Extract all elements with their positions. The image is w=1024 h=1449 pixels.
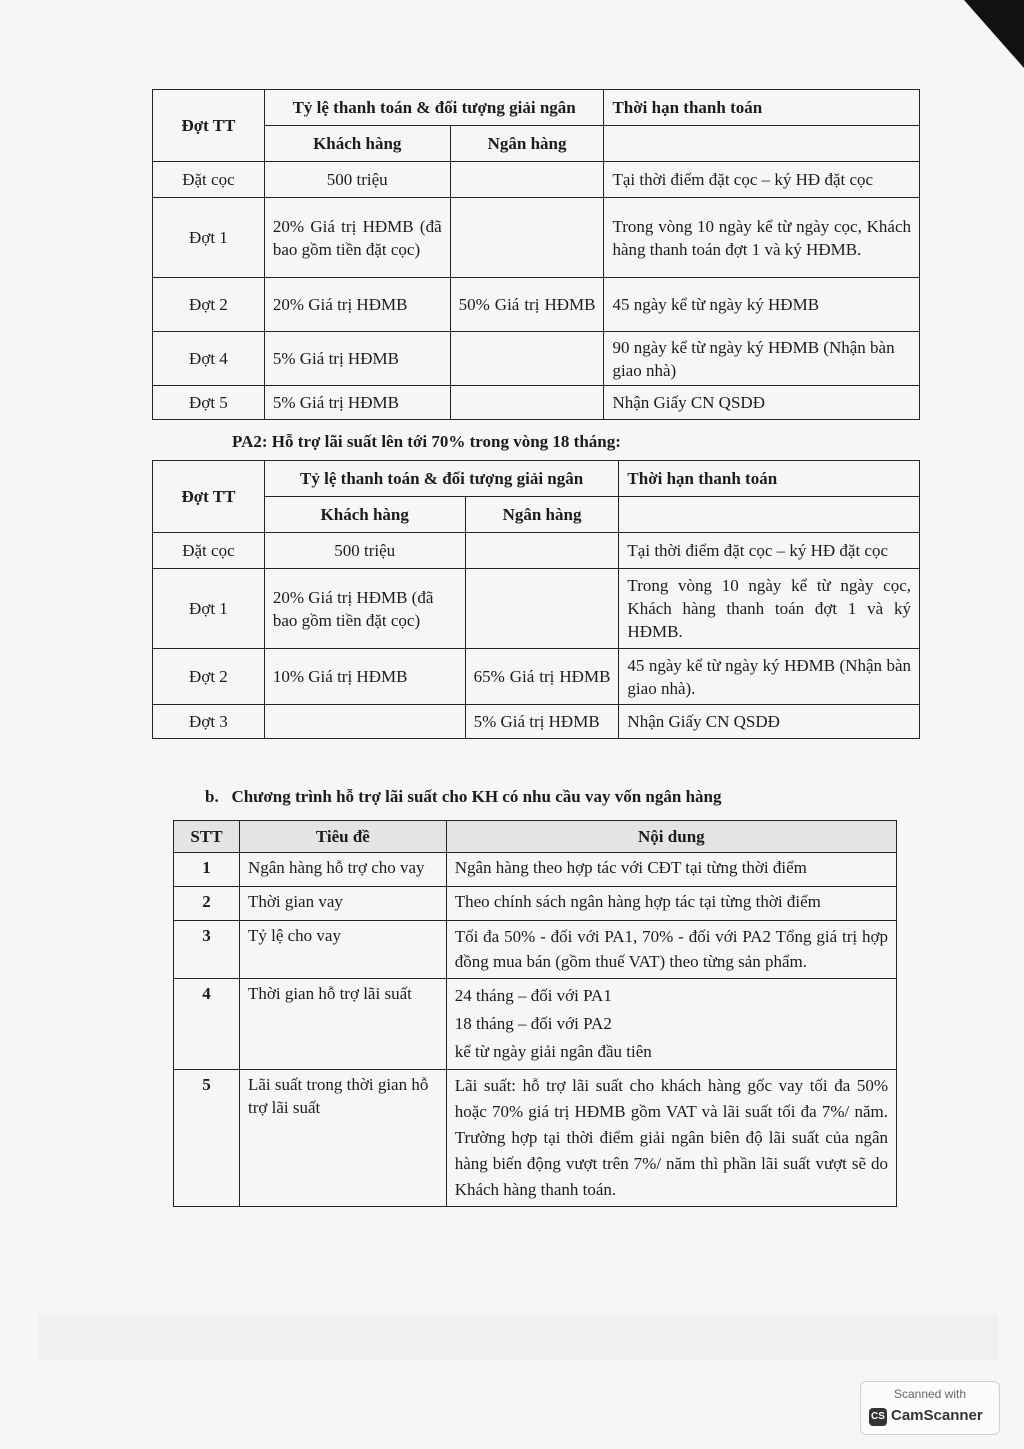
header-title: Tiêu đề bbox=[239, 821, 446, 853]
cell-bank bbox=[450, 332, 604, 386]
header-stt: STT bbox=[174, 821, 240, 853]
cell-term: Tại thời điểm đặt cọc – ký HĐ đặt cọc bbox=[619, 533, 920, 569]
header-ratio: Tỷ lệ thanh toán & đối tượng giải ngân bbox=[264, 90, 604, 126]
cell-term: 90 ngày kể từ ngày ký HĐMB (Nhận bàn giao nhà) bbox=[604, 332, 920, 386]
cell-term: Tại thời điểm đặt cọc – ký HĐ đặt cọc bbox=[604, 162, 920, 198]
cell-bank bbox=[465, 569, 619, 649]
cell-title: Lãi suất trong thời gian hỗ trợ lãi suất bbox=[239, 1070, 446, 1207]
pa2-payment-table bbox=[152, 460, 920, 739]
cell-term: 45 ngày kể từ ngày ký HĐMB (Nhận bàn giao nhà). bbox=[619, 649, 920, 705]
content-line: kể từ ngày giải ngân đầu tiên bbox=[454, 1042, 652, 1061]
table-row bbox=[153, 533, 920, 569]
table-row bbox=[153, 198, 920, 278]
cell-customer: 5% Giá trị HĐMB bbox=[264, 386, 450, 420]
cell-dot: Đợt 3 bbox=[153, 705, 265, 739]
cell-bank: 50% Giá trị HĐMB bbox=[450, 278, 604, 332]
cell-dot: Đặt cọc bbox=[153, 533, 265, 569]
pa2-heading: PA2: Hỗ trợ lãi suất lên tới 70% trong vòng 18 tháng: bbox=[232, 432, 621, 451]
table-row bbox=[153, 162, 920, 198]
header-dot: Đợt TT bbox=[153, 90, 265, 162]
cell-bank bbox=[450, 162, 604, 198]
cell-content bbox=[446, 853, 896, 887]
cell-customer: 500 triệu bbox=[264, 533, 465, 569]
table-row bbox=[153, 705, 920, 739]
cell-stt: 3 bbox=[174, 921, 240, 979]
scan-shadow bbox=[38, 1315, 998, 1360]
cell-customer: 5% Giá trị HĐMB bbox=[264, 332, 450, 386]
cell-term: 45 ngày kể từ ngày ký HĐMB bbox=[604, 278, 920, 332]
cell-stt: 4 bbox=[174, 979, 240, 1070]
cell-bank bbox=[450, 198, 604, 278]
table-row bbox=[174, 887, 897, 921]
table-row bbox=[174, 921, 897, 979]
header-content: Nội dung bbox=[446, 821, 896, 853]
cell-content bbox=[446, 921, 896, 979]
header-bank: Ngân hàng bbox=[450, 126, 604, 162]
header-dot: Đợt TT bbox=[153, 461, 265, 533]
cell-customer: 20% Giá trị HĐMB (đã bao gồm tiền đặt cọc) bbox=[264, 569, 465, 649]
cell-bank bbox=[450, 386, 604, 420]
header-ratio: Tỷ lệ thanh toán & đối tượng giải ngân bbox=[264, 461, 619, 497]
cell-bank: 5% Giá trị HĐMB bbox=[465, 705, 619, 739]
header-term: Thời hạn thanh toán bbox=[604, 90, 920, 126]
cell-content bbox=[446, 887, 896, 921]
section-b-heading: b. Chương trình hỗ trợ lãi suất cho KH có nhu cầu vay vốn ngân hàng bbox=[205, 787, 722, 806]
pa1-payment-table bbox=[152, 89, 920, 420]
cell-customer: 20% Giá trị HĐMB (đã bao gồm tiền đặt cọc) bbox=[264, 198, 450, 278]
cell-content bbox=[446, 1070, 896, 1207]
content-line: Tối đa 50% - đối với PA1, 70% - đối với PA2 Tổng giá trị hợp đồng mua bán (gồm thuế VAT) theo từng sản phẩm. bbox=[454, 927, 888, 971]
cell-dot: Đợt 1 bbox=[153, 569, 265, 649]
cell-dot: Đợt 2 bbox=[153, 649, 265, 705]
cell-dot: Đợt 4 bbox=[153, 332, 265, 386]
camscanner-watermark bbox=[860, 1381, 1000, 1435]
header-customer: Khách hàng bbox=[264, 126, 450, 162]
cell-term: Trong vòng 10 ngày kể từ ngày cọc, Khách hàng thanh toán đợt 1 và ký HĐMB. bbox=[604, 198, 920, 278]
cell-dot: Đợt 1 bbox=[153, 198, 265, 278]
cell-customer bbox=[264, 705, 465, 739]
camscanner-logo-icon: CS bbox=[869, 1408, 887, 1426]
cell-bank: 65% Giá trị HĐMB bbox=[465, 649, 619, 705]
table-row bbox=[153, 332, 920, 386]
cell-stt: 2 bbox=[174, 887, 240, 921]
content-line: Lãi suất: hỗ trợ lãi suất cho khách hàng gốc vay tối đa 50% hoặc 70% giá trị HĐMB gồm VAT và lãi suất tối đa 7%/ năm. Trường hợp tại thời điểm giải ngân biên độ lãi suất của ngân hàng biến động vượt trên 7%/ năm thì phần lãi suất vượt sẽ do Khách hàng thanh toán. bbox=[454, 1076, 888, 1199]
header-bank: Ngân hàng bbox=[465, 497, 619, 533]
content-line: Ngân hàng theo hợp tác với CĐT tại từng thời điểm bbox=[454, 858, 807, 877]
table-row bbox=[153, 278, 920, 332]
cell-content bbox=[446, 979, 896, 1070]
table-row bbox=[153, 386, 920, 420]
cell-dot: Đặt cọc bbox=[153, 162, 265, 198]
header-term-empty bbox=[619, 497, 920, 533]
cell-title: Tỷ lệ cho vay bbox=[239, 921, 446, 979]
table-row bbox=[174, 979, 897, 1070]
scan-corner-shadow bbox=[964, 0, 1024, 68]
cell-customer: 500 triệu bbox=[264, 162, 450, 198]
content-line: 18 tháng – đối với PA2 bbox=[454, 1014, 612, 1033]
cell-customer: 20% Giá trị HĐMB bbox=[264, 278, 450, 332]
cell-term: Nhận Giấy CN QSDĐ bbox=[619, 705, 920, 739]
cell-term: Nhận Giấy CN QSDĐ bbox=[604, 386, 920, 420]
table-row bbox=[153, 649, 920, 705]
loan-support-table bbox=[173, 820, 897, 1207]
cell-stt: 5 bbox=[174, 1070, 240, 1207]
table-row bbox=[174, 853, 897, 887]
cell-stt: 1 bbox=[174, 853, 240, 887]
cell-term: Trong vòng 10 ngày kể từ ngày cọc, Khách hàng thanh toán đợt 1 và ký HĐMB. bbox=[619, 569, 920, 649]
cell-title: Thời gian hỗ trợ lãi suất bbox=[239, 979, 446, 1070]
content-line: 24 tháng – đối với PA1 bbox=[454, 986, 612, 1005]
cell-bank bbox=[465, 533, 619, 569]
cell-dot: Đợt 2 bbox=[153, 278, 265, 332]
cell-title: Thời gian vay bbox=[239, 887, 446, 921]
cell-title: Ngân hàng hỗ trợ cho vay bbox=[239, 853, 446, 887]
cell-dot: Đợt 5 bbox=[153, 386, 265, 420]
cell-customer: 10% Giá trị HĐMB bbox=[264, 649, 465, 705]
watermark-brand: CamScanner bbox=[891, 1407, 983, 1424]
watermark-caption: Scanned with bbox=[893, 1387, 967, 1401]
header-customer: Khách hàng bbox=[264, 497, 465, 533]
header-term: Thời hạn thanh toán bbox=[619, 461, 920, 497]
header-term-empty bbox=[604, 126, 920, 162]
table-row bbox=[174, 1070, 897, 1207]
content-line: Theo chính sách ngân hàng hợp tác tại từng thời điểm bbox=[454, 892, 821, 911]
table-row bbox=[153, 569, 920, 649]
